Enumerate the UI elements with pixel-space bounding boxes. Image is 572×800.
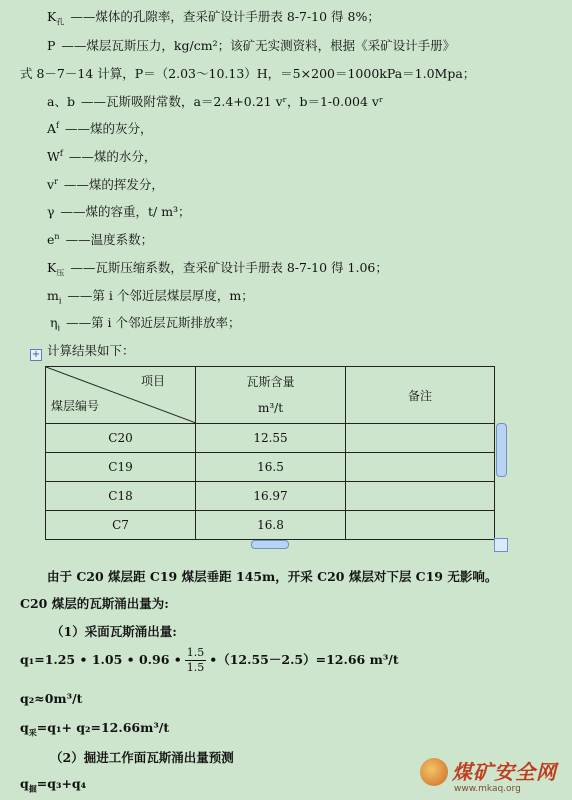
note-header: 备注 bbox=[346, 367, 495, 424]
table-resize-corner-handle[interactable] bbox=[494, 538, 508, 552]
cell-seam: C19 bbox=[46, 453, 196, 482]
logo-emblem-icon bbox=[420, 758, 448, 786]
definition-symbol: K bbox=[47, 9, 57, 24]
definition-text: ——煤体的孔隙率，查采矿设计手册表 8-7-10 得 8%； bbox=[70, 9, 380, 24]
table-row bbox=[46, 453, 495, 482]
definition-line bbox=[47, 175, 164, 193]
definition-line bbox=[20, 64, 475, 82]
cell-gas: 16.8 bbox=[196, 511, 346, 540]
definition-symbol: e bbox=[47, 232, 55, 247]
definition-symbol: K bbox=[47, 260, 57, 275]
para1-line1: 由于 C20 煤层距 C19 煤层垂距 145m，开采 C20 煤层对下层 C19 无影响。 bbox=[47, 569, 498, 584]
definition-line bbox=[47, 36, 455, 54]
definition-text: 式 8－7－14 计算，P＝（2.03～10.13）H，＝5×200＝1000kPa＝1.0Mpa； bbox=[20, 66, 476, 81]
para1-line2: C20 煤层的瓦斯涌出量为: bbox=[20, 596, 169, 611]
cell-note bbox=[346, 453, 495, 482]
cell-note bbox=[346, 482, 495, 511]
symbol-subscript: 压 bbox=[56, 268, 65, 278]
table-resize-right-handle[interactable] bbox=[496, 423, 507, 477]
definition-symbol: A bbox=[47, 121, 57, 136]
symbol-subscript: i bbox=[58, 296, 62, 306]
symbol-superscript: f bbox=[56, 120, 59, 130]
symbol-subscript: i bbox=[57, 323, 61, 333]
symbol-superscript: r bbox=[54, 176, 58, 186]
cell-note bbox=[346, 511, 495, 540]
cell-seam: C18 bbox=[46, 482, 196, 511]
definition-text: ——煤的灰分， bbox=[65, 121, 153, 136]
q-dig-formula: $q_掘=q_3+q_4$ bbox=[20, 776, 87, 794]
heading-dig-gas: （2）掘进工作面瓦斯涌出量预测 bbox=[50, 750, 234, 765]
definition-text: ——煤的挥发分， bbox=[63, 177, 164, 192]
definition-text: ——瓦斯压缩系数，查采矿设计手册表 8-7-10 得 1.06； bbox=[70, 260, 388, 275]
cell-seam: C7 bbox=[46, 511, 196, 540]
q-total-formula: $q_采=q_1+ q_2=12.66m^3/t$ bbox=[20, 720, 170, 738]
definition-text: ——第 i 个邻近层煤层厚度，m； bbox=[67, 288, 254, 303]
cell-gas: 16.97 bbox=[196, 482, 346, 511]
cell-gas: 12.55 bbox=[196, 424, 346, 453]
definition-symbol: η bbox=[50, 315, 58, 330]
definition-line bbox=[47, 7, 380, 28]
diag-header-cell bbox=[46, 367, 196, 424]
table-row bbox=[46, 511, 495, 540]
diag-header-seam: 煤层编号 bbox=[51, 399, 100, 413]
site-logo bbox=[418, 756, 566, 798]
cell-seam: C20 bbox=[46, 424, 196, 453]
definition-line bbox=[47, 119, 153, 137]
definition-line bbox=[47, 202, 191, 220]
fraction: $\frac{1.5}{1.5}$ bbox=[186, 646, 205, 674]
definition-symbol: W bbox=[47, 149, 60, 164]
q2-formula: q₂≈0m³/t bbox=[20, 691, 83, 706]
definition-symbol: m bbox=[47, 288, 59, 303]
definition-text: ——煤的水分， bbox=[68, 149, 157, 164]
definition-text: ——第 i 个邻近层瓦斯排放率； bbox=[66, 315, 241, 330]
table-move-handle[interactable]: + bbox=[31, 349, 41, 360]
definition-symbol: v bbox=[47, 177, 55, 192]
table-header-row bbox=[46, 367, 495, 424]
definition-text: ——煤层瓦斯压力，kg/cm²；该矿无实测资料，根据《采矿设计手册》 bbox=[61, 38, 456, 53]
heading-face-gas: （1）采面瓦斯涌出量: bbox=[51, 624, 177, 639]
symbol-subscript: 孔 bbox=[56, 17, 65, 27]
q1-formula: q₁=1.25 • 1.05 • 0.96 • $\frac{1.5}{1.5}$ •（12.55－2.5）=12.66 m³/t bbox=[20, 646, 399, 674]
table-row bbox=[46, 482, 495, 511]
definition-line bbox=[47, 92, 383, 110]
definition-line bbox=[50, 313, 241, 333]
logo-brand: 煤矿安全网 bbox=[452, 760, 557, 784]
definition-symbol: a、b bbox=[47, 94, 75, 109]
definition-line bbox=[47, 286, 254, 306]
cell-gas: 16.5 bbox=[196, 453, 346, 482]
definition-symbol: P bbox=[47, 38, 56, 53]
definition-line bbox=[47, 258, 388, 279]
definition-line bbox=[47, 147, 156, 165]
symbol-superscript: f bbox=[59, 148, 63, 158]
gas-content-header: 瓦斯含量 m³/t bbox=[196, 367, 346, 424]
definition-text: ——煤的容重，t/ m³； bbox=[60, 204, 191, 219]
definition-line bbox=[47, 230, 153, 248]
definition-text: ——瓦斯吸附常数，a＝2.4+0.21 vʳ，b＝1-0.004 vʳ bbox=[80, 94, 384, 109]
definition-symbol: γ bbox=[47, 204, 55, 219]
table-row bbox=[46, 424, 495, 453]
diag-header-item: 项目 bbox=[140, 374, 165, 388]
gas-content-table bbox=[45, 366, 495, 540]
logo-url: www.mkaq.org bbox=[454, 784, 521, 794]
definition-text: ——温度系数； bbox=[65, 232, 154, 247]
result-intro: 计算结果如下： bbox=[47, 343, 135, 358]
symbol-superscript: n bbox=[54, 231, 60, 241]
diagonal-line bbox=[46, 367, 196, 423]
cell-note bbox=[346, 424, 495, 453]
table-resize-bottom-handle[interactable] bbox=[251, 540, 289, 549]
